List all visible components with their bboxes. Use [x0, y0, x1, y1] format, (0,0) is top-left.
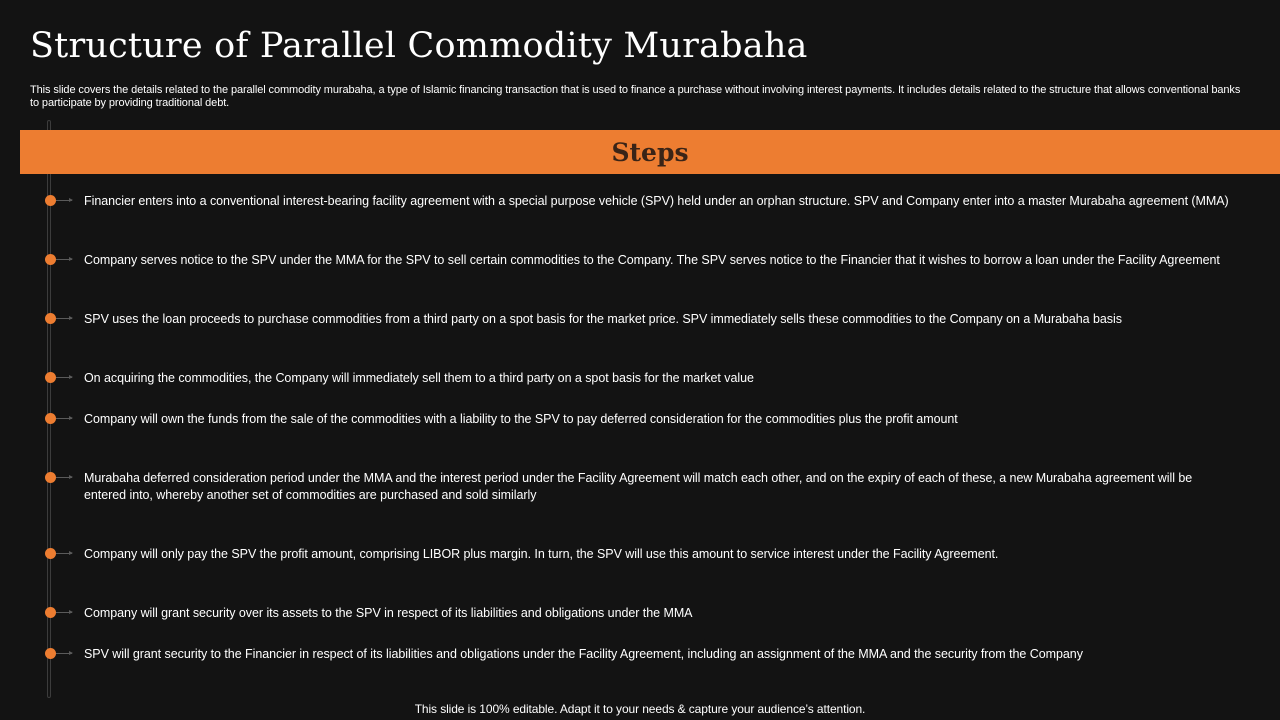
arrow-right-icon	[56, 612, 72, 613]
timeline-dot-icon	[45, 548, 56, 559]
timeline-dot-icon	[45, 313, 56, 324]
step-text: Company will own the funds from the sale of the commodities with a liability to the SPV to pay deferred consideration for the commodities plus the profit amount	[84, 412, 958, 426]
step-text: SPV uses the loan proceeds to purchase commodities from a third party on a spot basis for the market price. SPV immediately sells these commodities to the Company on a Murabaha basis	[84, 312, 1122, 326]
slide-title: Structure of Parallel Commodity Murabaha	[30, 26, 808, 66]
step-text: On acquiring the commodities, the Company will immediately sell them to a third party on a spot basis for the market value	[84, 371, 754, 385]
arrow-right-icon	[56, 477, 72, 478]
step-text: Company will grant security over its assets to the SPV in respect of its liabilities and obligations under the MMA	[84, 606, 693, 620]
timeline-dot-icon	[45, 648, 56, 659]
timeline-dot-icon	[45, 413, 56, 424]
step-text: SPV will grant security to the Financier in respect of its liabilities and obligations under the Facility Agreement, including an assignment of the MMA and the security from the Company	[84, 647, 1083, 661]
steps-heading: Steps	[611, 137, 689, 167]
step-text: Company will only pay the SPV the profit amount, comprising LIBOR plus margin. In turn, the SPV will use this amount to service interest under the Facility Agreement.	[84, 547, 999, 561]
arrow-right-icon	[56, 377, 72, 378]
slide-footer: This slide is 100% editable. Adapt it to your needs & capture your audience’s attention.	[414, 702, 866, 716]
step-text: Murabaha deferred consideration period under the MMA and the interest period under the Facility Agreement will match each other, and on the expiry of each of these, a new Murabaha agreement will be entered into, whereby another set of commodities are purchased and sold similarly	[84, 471, 1193, 502]
arrow-right-icon	[56, 200, 72, 201]
arrow-right-icon	[56, 259, 72, 260]
timeline-dot-icon	[45, 195, 56, 206]
arrow-right-icon	[56, 553, 72, 554]
timeline-dot-icon	[45, 472, 56, 483]
arrow-right-icon	[56, 318, 72, 319]
steps-banner	[20, 130, 1280, 174]
step-text: Financier enters into a conventional interest-bearing facility agreement with a special purpose vehicle (SPV) held under an orphan structure. SPV and Company enter into a master Murabaha agreement (MMA)	[84, 194, 1229, 208]
arrow-right-icon	[56, 653, 72, 654]
timeline-dot-icon	[45, 607, 56, 618]
slide-description: This slide covers the details related to the parallel commodity murabaha, a type of Islamic financing transaction that is used to finance a purchase without involving interest payments. It includes details related to the structure that allows conventional banks to participate by providing traditional debt.	[30, 84, 1241, 109]
arrow-right-icon	[56, 418, 72, 419]
step-text: Company serves notice to the SPV under the MMA for the SPV to sell certain commodities to the Company. The SPV serves notice to the Financier that it wishes to borrow a loan under the Facility Agreement	[84, 253, 1220, 267]
timeline-dot-icon	[45, 372, 56, 383]
timeline-dot-icon	[45, 254, 56, 265]
